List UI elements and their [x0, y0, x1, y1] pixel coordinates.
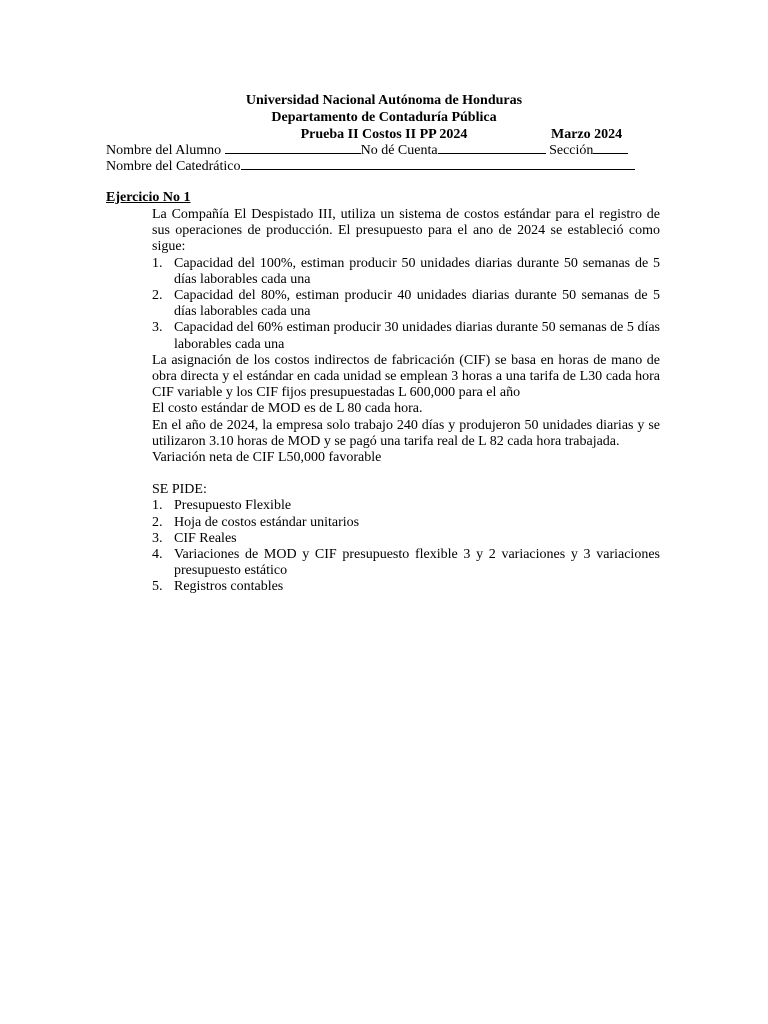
- teacher-name-blank[interactable]: [241, 157, 635, 170]
- section-label: Sección: [549, 143, 594, 158]
- account-number-blank[interactable]: [438, 141, 546, 154]
- list-item: 5. Registros contables: [152, 579, 284, 595]
- exercise-body: [152, 207, 660, 596]
- list-item: 1. Presupuesto Flexible: [152, 498, 292, 514]
- list-item: 1. Capacidad del 100%, estiman producir 50 unidades diarias durante 50 semanas de 5 días laborables cada una: [152, 255, 660, 287]
- exam-date: Marzo 2024: [551, 127, 623, 142]
- mod-paragraph: El costo estándar de MOD es de L 80 cada hora.: [152, 401, 423, 417]
- requirements-list: [152, 498, 660, 595]
- intro-paragraph: La Compañía El Despistado III, utiliza un sistema de costos estándar para el registro de sus operaciones de producción. El presupuesto para el ano de 2024 se estableció como sigue:: [152, 207, 660, 255]
- student-line: [106, 141, 646, 157]
- list-item: 3. CIF Reales: [152, 530, 237, 546]
- actual-paragraph: En el año de 2024, la empresa solo trabajo 240 días y produjeron 50 unidades diarias y se utilizaron 3.10 horas de MOD y se pagó una tarifa real de L 82 cada hora trabajada.: [152, 417, 660, 449]
- student-name-blank[interactable]: [225, 141, 361, 154]
- list-item: 2. Capacidad del 80%, estiman producir 40 unidades diarias durante 50 semanas de 5 días laborables cada una: [152, 288, 660, 320]
- student-label: Nombre del Alumno: [106, 143, 222, 158]
- budget-list: [152, 256, 660, 353]
- exam-title: Prueba II Costos II PP 2024: [300, 127, 468, 142]
- student-fields: [106, 141, 646, 173]
- cif-paragraph: La asignación de los costos indirectos de fabricación (CIF) se basa en horas de mano de obra directa y el estándar en cada unidad se emplean 3 horas a una tarifa de L30 cada hora CIF variable y los CIF fijos presupuestadas L 600,000 para el año: [152, 352, 660, 401]
- university-name: Universidad Nacional Autónoma de Honduras: [245, 93, 523, 108]
- list-item: 2. Hoja de costos estándar unitarios: [152, 514, 360, 530]
- teacher-label: Nombre del Catedrático: [106, 159, 241, 174]
- requirements-title: SE PIDE:: [152, 482, 207, 498]
- account-label: No dé Cuenta: [360, 143, 438, 158]
- exercise-heading: [106, 190, 191, 206]
- list-item: 3. Capacidad del 60% estiman producir 30 unidades diarias durante 50 semanas de 5 días laborables cada una: [152, 320, 660, 352]
- teacher-line: [106, 157, 646, 173]
- variance-paragraph: Variación neta de CIF L50,000 favorable: [152, 450, 382, 466]
- department-name: Departamento de Contaduría Pública: [271, 110, 497, 125]
- exercise-title: Ejercicio No 1: [106, 190, 191, 205]
- section-blank[interactable]: [593, 141, 628, 154]
- document-header: [0, 92, 768, 143]
- list-item: 4. Variaciones de MOD y CIF presupuesto flexible 3 y 2 variaciones y 3 variaciones presupuesto estático: [152, 547, 660, 579]
- spacer: [152, 466, 660, 482]
